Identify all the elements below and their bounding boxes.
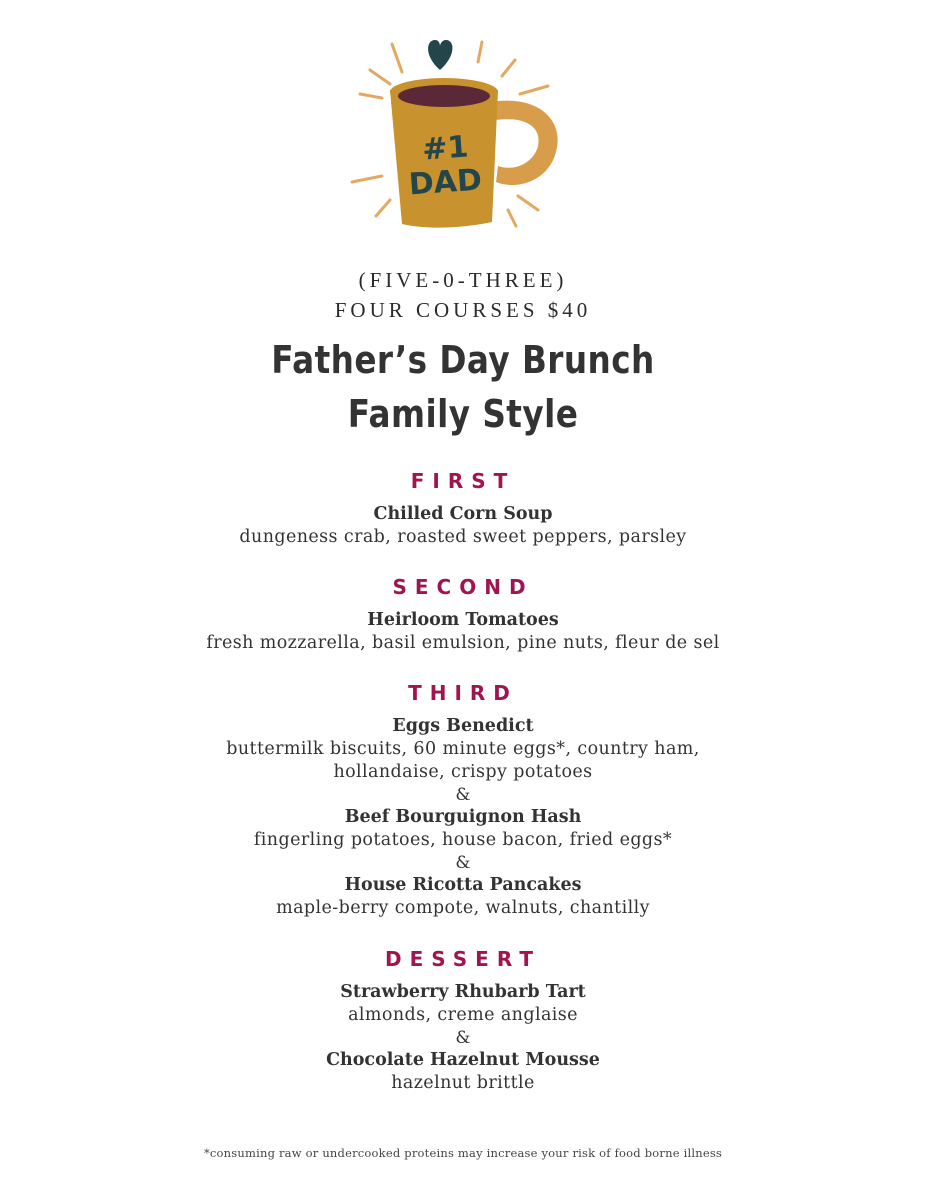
dish-description: fingerling potatoes, house bacon, fried eggs*	[253, 830, 673, 850]
page-title-line1: Father’s Day Brunch	[271, 338, 655, 382]
mug-text-line2: DAD	[407, 162, 483, 203]
course-heading-first: FIRST	[410, 469, 516, 493]
dish-description: maple-berry compote, walnuts, chantilly	[276, 898, 650, 918]
dish-name: Eggs Benedict	[392, 716, 534, 736]
dish-separator: &	[455, 853, 471, 873]
dad-mug-logo	[340, 30, 570, 240]
dish-name: Beef Bourguignon Hash	[344, 807, 582, 827]
dish-description: almonds, creme anglaise	[348, 1005, 578, 1025]
dish-name: Strawberry Rhubarb Tart	[340, 982, 586, 1002]
dish-description: dungeness crab, roasted sweet peppers, parsley	[239, 527, 687, 547]
dish-separator: &	[455, 1028, 471, 1048]
mug-text-line1: #1	[421, 129, 470, 168]
footnote: *consuming raw or undercooked proteins may increase your risk of food borne illness	[203, 1146, 723, 1160]
dish-separator: &	[455, 785, 471, 805]
page-title-line2: Family Style	[347, 392, 579, 436]
mug-handle	[490, 101, 558, 185]
dish-description: buttermilk biscuits, 60 minute eggs*, country ham,	[226, 739, 700, 759]
dish-name: Chocolate Hazelnut Mousse	[326, 1050, 600, 1070]
dish-description: hollandaise, crispy potatoes	[333, 762, 593, 782]
course-heading-third: THIRD	[408, 681, 518, 705]
heart-icon	[428, 40, 452, 70]
coffee-surface	[398, 85, 490, 107]
course-heading-second: SECOND	[392, 575, 534, 599]
restaurant-name: (FIVE-0-THREE)	[358, 268, 568, 292]
dish-name: Chilled Corn Soup	[373, 504, 553, 524]
dish-description: fresh mozzarella, basil emulsion, pine nuts, fleur de sel	[206, 633, 720, 653]
course-heading-dessert: DESSERT	[385, 947, 541, 971]
dish-name: Heirloom Tomatoes	[367, 610, 559, 630]
price-line: FOUR COURSES $40	[334, 298, 592, 322]
dish-description: hazelnut brittle	[391, 1073, 535, 1093]
dish-name: House Ricotta Pancakes	[344, 875, 582, 895]
mug-illustration	[340, 30, 570, 240]
